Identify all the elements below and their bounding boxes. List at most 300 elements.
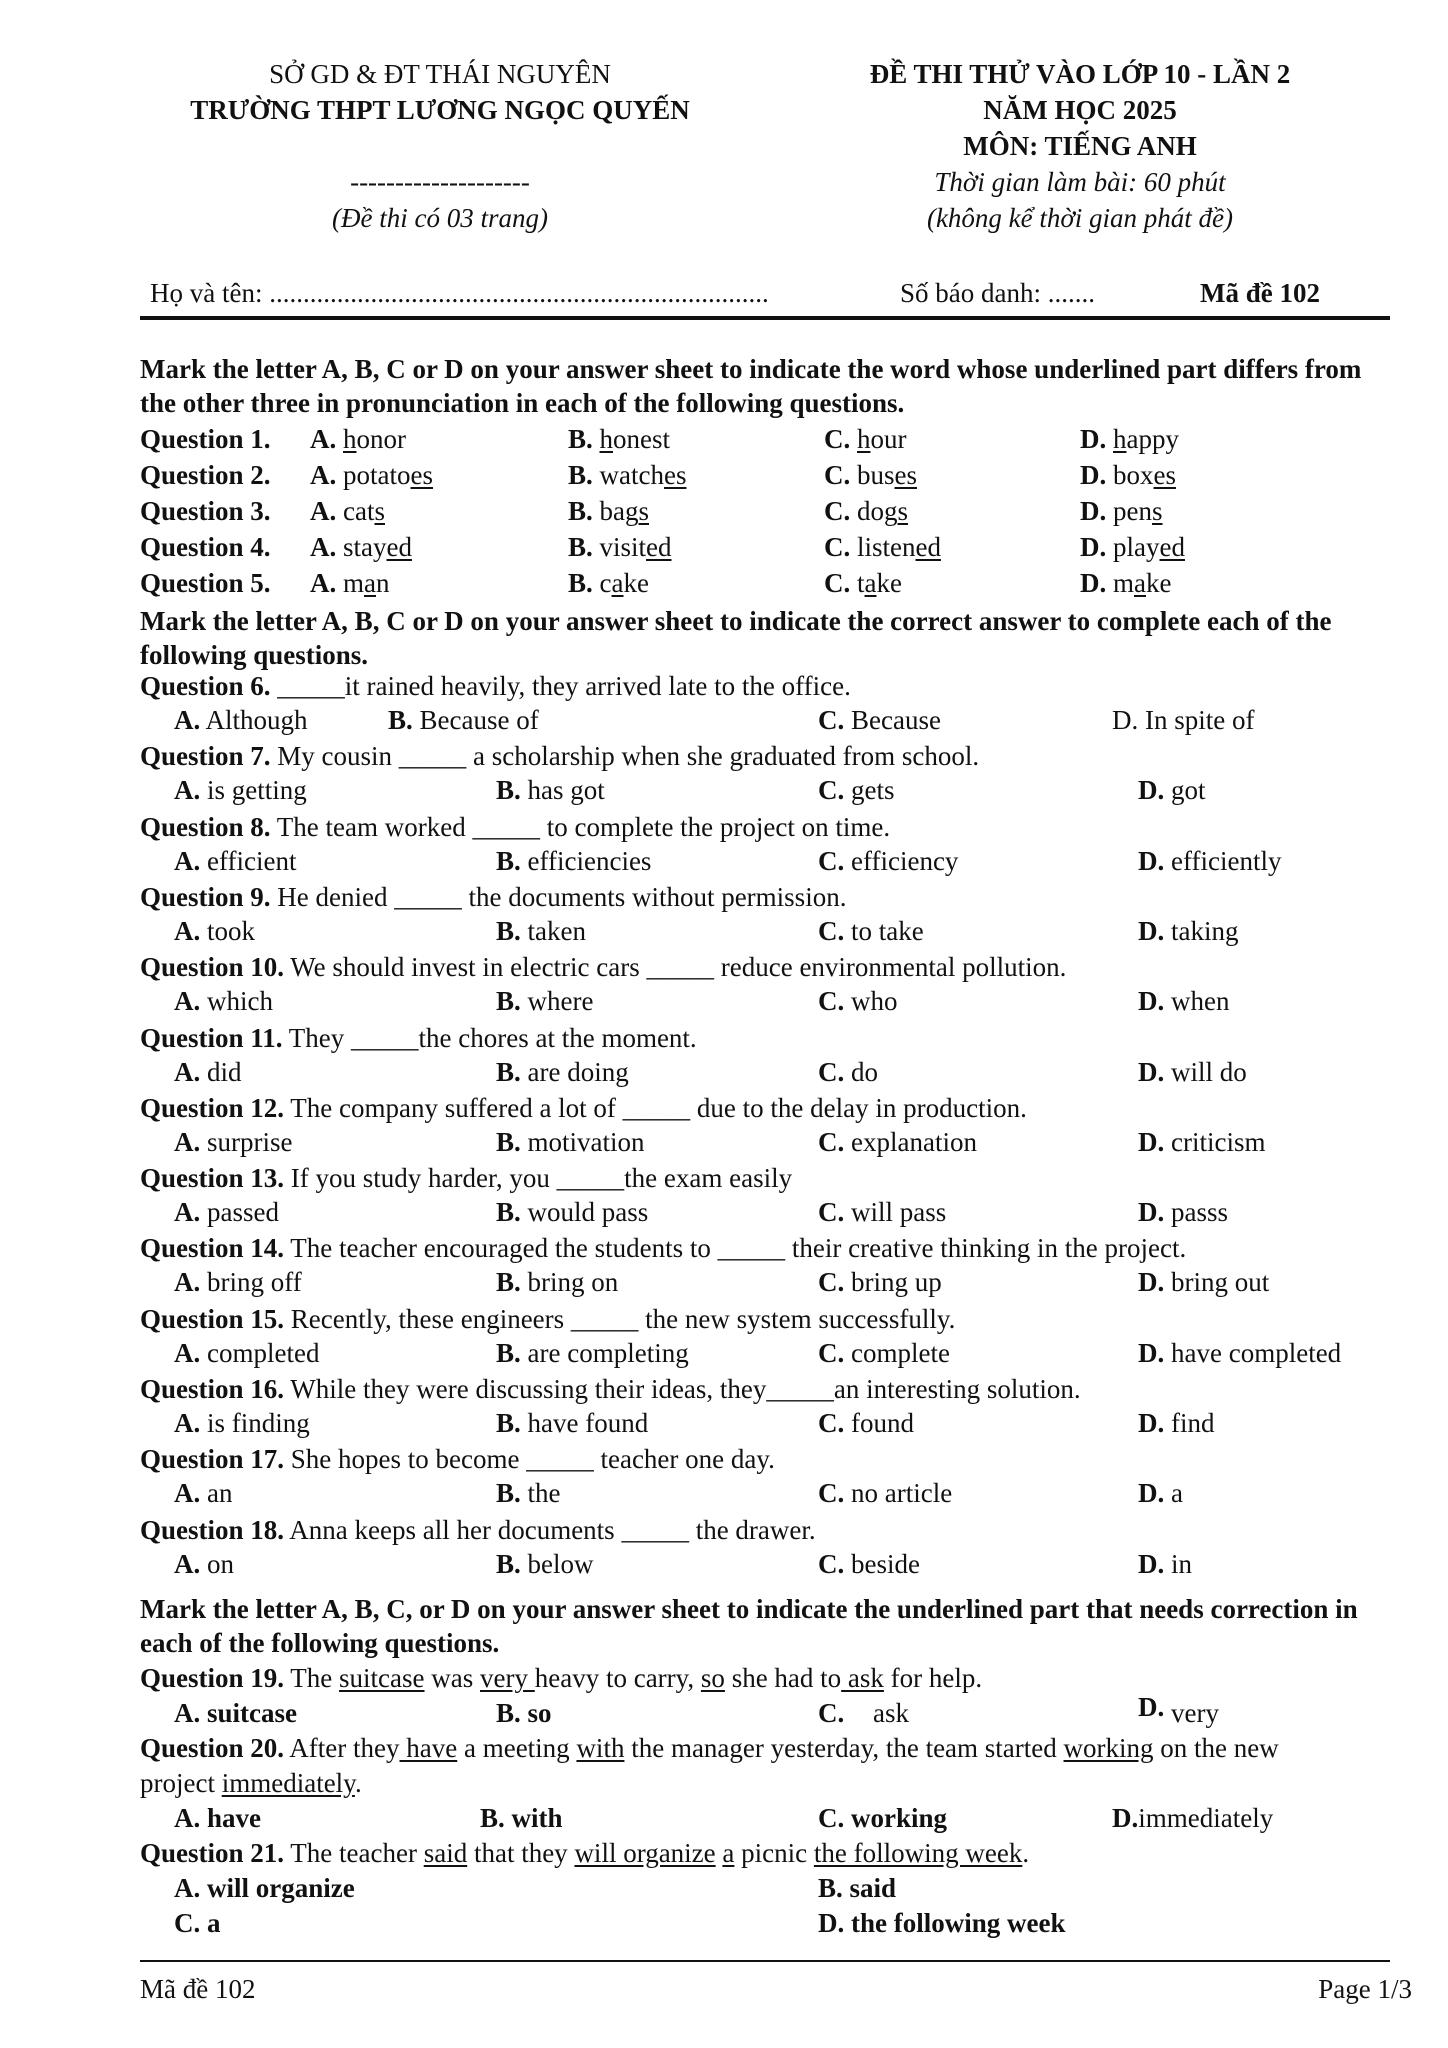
option-text: are doing [520,1056,629,1087]
option-text: bring out [1164,1267,1270,1298]
option-letter: D. [1080,496,1113,526]
option-letter: B. [496,986,521,1017]
option-letter: D. [1138,1692,1171,1722]
footer-page-number: Page 1/3 [1318,1974,1412,2004]
underlined-part: h [1113,424,1127,454]
header-left [180,56,700,236]
question-10 [140,950,1066,984]
option-a[interactable] [310,458,433,492]
option-text: c [599,568,612,598]
underlined-part: a [864,568,877,598]
option-letter: A. [174,1126,201,1157]
option-b[interactable] [496,1476,561,1510]
option-text: immediately [1138,1803,1274,1833]
option-text: passed [200,1197,279,1228]
question-stem: While they were discussing their ideas, they_____an interesting solution. [284,1374,1081,1404]
option-text: t [857,568,865,598]
question-number: Question 14. [140,1233,285,1264]
option-d[interactable] [1138,773,1206,807]
option-text: completed [200,1337,320,1368]
option-letter: D. [1138,915,1165,946]
option-d[interactable] [1112,1801,1273,1835]
question-11 [140,1021,697,1055]
option-text: n [376,568,390,598]
option-letter: B. [568,424,600,454]
option-b[interactable] [496,1336,689,1370]
option-text: bring up [844,1267,942,1298]
option-letter: B. [568,532,600,562]
option-a[interactable] [174,1055,242,1089]
option-text: efficiently [1164,845,1282,876]
option-c[interactable] [818,1125,977,1159]
option-text: our [870,424,907,454]
option-b[interactable] [388,703,539,737]
option-letter: D. [1138,1056,1165,1087]
option-text: onest [613,424,671,454]
option-text: explanation [844,1126,977,1157]
option-text: C. a [174,1908,221,1938]
option-letter: C. [818,845,845,876]
option-text: bring off [200,1267,302,1298]
option-d[interactable] [1138,914,1239,948]
text: the manager yesterday, the team started [624,1733,1064,1763]
option-text: have found [520,1408,649,1438]
option-c[interactable] [818,1055,878,1089]
option-letter: A. [174,705,201,735]
option-d[interactable] [1138,984,1229,1018]
option-letter: D. [1080,532,1113,562]
question-stem: They _____the chores at the moment. [282,1022,697,1053]
option-b[interactable] [496,1055,629,1089]
option-c[interactable] [818,1336,950,1370]
option-letter: C. [824,424,857,454]
question-number: Question 5. [140,568,271,598]
option-text: B. with [480,1803,563,1833]
option-text: has got [520,775,605,806]
underlined-part: h [343,424,357,454]
question-stem: The teacher encouraged the students to _____ their creative thinking in the project. [284,1233,1187,1264]
option-c[interactable] [824,422,907,456]
option-text: ke [623,568,649,598]
text: picnic [734,1838,814,1868]
question-13 [140,1161,792,1195]
option-text: which [200,986,273,1017]
question-number: Question 7. [140,741,271,772]
option-text: motivation [520,1126,645,1157]
option-text: the [520,1478,561,1509]
option-c[interactable] [824,458,917,492]
option-a[interactable] [174,1406,310,1440]
question-7 [140,739,979,773]
option-a[interactable] [310,422,406,456]
option-d[interactable] [1138,1547,1192,1581]
option-text: will pass [844,1197,947,1228]
option-text: B. said [818,1873,897,1903]
option-b[interactable] [496,1696,552,1730]
option-b[interactable] [568,458,686,492]
question-17 [140,1442,775,1476]
option-letter: D. [1138,845,1165,876]
option-a[interactable] [174,1696,297,1730]
option-text: took [200,915,256,946]
option-letter: A. [310,424,343,454]
underlined-part: s [374,496,385,526]
question-number: Question 19. [140,1663,285,1693]
option-b[interactable] [568,530,672,564]
text: a meeting [457,1733,577,1763]
option-d[interactable] [1112,703,1254,737]
option-a[interactable] [174,914,255,948]
option-b[interactable] [496,844,651,878]
page-count-note: (Đề thi có 03 trang) [332,203,548,233]
option-text: beside [844,1548,920,1579]
option-d[interactable] [1080,494,1163,528]
option-b[interactable] [480,1801,563,1835]
option-text: got [1164,775,1206,806]
option-letter: C. [818,1408,845,1438]
underlined-part: es [894,460,918,490]
footer-exam-code: Mã đề 102 [140,1974,256,2004]
option-c[interactable] [818,1265,942,1299]
option-d[interactable] [1080,530,1185,564]
option-b[interactable] [496,984,593,1018]
option-text: efficiency [844,845,959,876]
option-text: In spite of [1138,705,1255,735]
option-d[interactable] [1138,1406,1215,1440]
underlined-part: very [480,1663,535,1693]
option-letter: C. [818,1197,845,1228]
option-letter: D. [1080,424,1113,454]
question-number: Question 17. [140,1444,285,1475]
option-d[interactable] [1138,1055,1247,1089]
text: . [354,1768,362,1798]
option-letter: B. [496,1267,521,1298]
option-b[interactable] [568,494,649,528]
option-c[interactable] [818,1406,914,1440]
question-number: Question 12. [140,1092,285,1123]
option-letter: C. [818,775,845,806]
option-letter: A. [174,1197,201,1228]
option-b[interactable] [496,1547,594,1581]
option-letter: A. [174,775,201,806]
option-d[interactable] [818,1906,1065,1940]
option-text: efficient [200,845,297,876]
underlined-part: a [364,568,376,598]
question-number: Question 9. [140,881,271,912]
option-letter: C. [818,1267,845,1298]
option-letter: D. [1138,1126,1165,1157]
option-c[interactable] [824,566,902,600]
option-text: pen [1113,496,1152,526]
option-text: no article [844,1478,953,1509]
option-b[interactable] [496,1125,645,1159]
option-c[interactable] [174,1906,221,1940]
underlined-part: said [423,1838,468,1868]
option-text: passs [1164,1197,1229,1228]
option-text: stay [343,532,387,562]
option-a[interactable] [174,1476,232,1510]
option-text: listen [857,532,916,562]
option-a[interactable] [174,773,307,807]
option-text: below [520,1548,594,1579]
option-text: gets [844,775,895,806]
underlined-part: h [599,424,614,454]
option-a[interactable] [174,1265,302,1299]
underlined-part: a [1134,568,1146,598]
option-letter: B. [568,460,600,490]
option-b[interactable] [496,773,605,807]
text: on the new [1153,1733,1279,1763]
underlined-part: so [700,1663,725,1693]
option-letter: A. [174,986,201,1017]
underlined-part: ed [646,532,672,562]
option-letter: C. [818,1126,845,1157]
option-text: Because of [412,705,539,735]
option-b[interactable] [496,1265,618,1299]
option-c[interactable] [824,494,908,528]
question-stem: We should invest in electric cars _____ reduce environmental pollution. [284,952,1067,983]
option-text: bag [599,496,639,526]
underlined-part: suitcase [339,1663,425,1693]
subject: MÔN: TIẾNG ANH [963,131,1197,161]
option-c[interactable] [818,1195,946,1229]
option-letter: B. [496,1337,521,1368]
option-letter: D. [1112,1803,1139,1833]
option-b[interactable] [496,1195,648,1229]
underlined-part: a [722,1838,735,1868]
option-text: bus [857,460,895,490]
option-d[interactable] [1138,844,1281,878]
option-letter: A. [310,532,343,562]
option-c[interactable] [818,1801,947,1835]
underlined-part: s [638,496,650,526]
option-letter: C. [818,986,845,1017]
underlined-part: es [663,460,687,490]
option-text: ask [873,1698,909,1728]
option-text: Because [844,705,941,735]
option-letter: A. [174,1408,201,1438]
option-text: complete [844,1337,950,1368]
option-letter: A. [174,1056,201,1087]
time-allowed: Thời gian làm bài: 60 phút [934,167,1226,197]
option-b[interactable] [568,566,649,600]
option-text: is finding [200,1408,310,1438]
school-name: TRƯỜNG THPT LƯƠNG NGỌC QUYẾN [190,95,690,125]
option-text: m [1113,568,1135,598]
option-text: very [1171,1698,1219,1728]
option-letter: A. [174,845,201,876]
option-letter: A. [174,1478,201,1509]
option-a[interactable] [174,1547,234,1581]
option-b[interactable] [818,1871,896,1905]
option-letter: D. [1138,1337,1165,1368]
option-a[interactable] [174,1336,319,1370]
option-text: taking [1164,915,1239,946]
option-letter: A. [310,460,343,490]
option-d[interactable] [1138,1195,1228,1229]
option-letter: D. [1138,1478,1165,1509]
option-letter: C. [818,1337,845,1368]
option-d[interactable] [1080,458,1176,492]
option-a[interactable] [310,530,412,564]
question-stem: The company suffered a lot of _____ due to the delay in production. [284,1092,1027,1123]
option-letter: A. [174,1548,201,1579]
text: was [424,1663,481,1693]
option-letter: B. [568,496,600,526]
underlined-part: with [576,1733,625,1763]
candidate-name-field[interactable]: Họ và tên: .......................................................................... [150,278,769,308]
question-stem: The team worked _____ to complete the project on time. [270,811,891,842]
option-letter: D. [1138,986,1165,1017]
underlined-part: have [399,1733,458,1763]
option-letter: B. [388,705,413,735]
option-letter: A. [310,496,343,526]
option-letter: B. [496,1548,521,1579]
option-a[interactable] [310,494,385,528]
option-text: cat [343,496,375,526]
option-a[interactable] [174,1195,279,1229]
question-16 [140,1372,1081,1406]
option-c[interactable] [818,1696,909,1730]
option-text: B. so [496,1698,552,1728]
option-text: ke [876,568,902,598]
underlined-part: working [1063,1733,1154,1763]
question-number: Question 13. [140,1163,285,1194]
question-number: Question 16. [140,1374,285,1404]
option-d[interactable] [1138,1265,1269,1299]
question-stem: My cousin _____ a scholarship when she graduated from school. [270,741,980,772]
option-letter: A. [310,568,343,598]
question-stem: He denied _____ the documents without permission. [270,881,847,912]
option-text: Although [200,705,308,735]
option-c[interactable] [818,914,924,948]
option-letter: B. [496,1197,521,1228]
question-6 [140,669,851,703]
option-b[interactable] [496,1406,648,1440]
option-letter: D. [1138,1548,1165,1579]
option-text: have completed [1164,1337,1342,1368]
option-text: are completing [520,1337,689,1368]
option-d[interactable] [1080,422,1179,456]
option-letter: B. [496,1408,521,1438]
question-number: Question 6. [140,671,271,701]
option-text: bring on [520,1267,619,1298]
option-a[interactable] [174,1871,355,1905]
option-letter: C. [824,460,857,490]
question-stem: If you study harder, you _____the exam easily [284,1163,793,1194]
option-c[interactable] [818,1476,952,1510]
question-stem: Anna keeps all her documents _____ the drawer. [284,1514,816,1545]
text: that they [467,1838,575,1868]
option-c[interactable] [818,703,941,737]
underlined-part: the following week [813,1838,1023,1868]
separator: -------------------- [350,167,530,197]
question-20 [140,1731,1279,1765]
question-number: Question 18. [140,1514,285,1545]
option-text: potato [343,460,411,490]
option-text: surprise [200,1126,293,1157]
text: for help. [883,1663,983,1693]
option-text: dog [857,496,898,526]
option-letter: C. [818,705,845,735]
option-letter: C. [824,496,857,526]
question-number: Question 21. [140,1838,285,1868]
underlined-part: a [611,568,624,598]
option-letter: B. [496,1056,521,1087]
instruction-pronunciation: Mark the letter A, B, C or D on your answer sheet to indicate the word whose underlined part differs from the other three in pronunciation in each of the following questions. [140,354,1362,418]
option-text: criticism [1164,1126,1266,1157]
option-letter: D. [1112,705,1139,735]
option-d[interactable] [1138,1476,1183,1510]
option-c[interactable] [824,530,941,564]
option-text: who [844,986,898,1017]
exam-code: Mã đề 102 [1200,278,1320,308]
option-b[interactable] [496,914,586,948]
option-a[interactable] [174,703,308,737]
option-c[interactable] [818,773,895,807]
option-c[interactable] [818,1547,920,1581]
question-21 [140,1836,1029,1870]
question-20-line2 [140,1766,362,1800]
option-a[interactable] [174,1125,292,1159]
option-d[interactable] [1138,1336,1341,1370]
option-a[interactable] [174,844,296,878]
underlined-part: ed [915,532,941,562]
option-text: ke [1146,568,1172,598]
exam-title: ĐỀ THI THỬ VÀO LỚP 10 - LẦN 2 [869,59,1291,89]
option-a[interactable] [310,566,390,600]
option-text: m [343,568,365,598]
option-text: watch [599,460,664,490]
footer-divider [140,1960,1390,1962]
option-a[interactable] [174,1801,261,1835]
question-stem: _____it rained heavily, they arrived late to the office. [270,671,851,701]
option-letter: C. [824,532,857,562]
underlined-part: will organize [574,1838,716,1868]
candidate-id-row [140,272,1390,320]
option-letter: D. [1138,1197,1165,1228]
option-b[interactable] [568,422,670,456]
option-letter: C. [818,1478,845,1509]
option-d[interactable] [1138,1125,1265,1159]
option-letter: A. [174,915,201,946]
option-d[interactable] [1138,1690,1219,1728]
option-text: on [200,1548,234,1579]
question-9 [140,880,846,914]
option-c[interactable] [818,984,898,1018]
option-d[interactable] [1080,566,1171,600]
option-c[interactable] [818,844,958,878]
option-text: C. working [818,1803,948,1833]
candidate-number-field[interactable]: Số báo danh: ....... [900,278,1095,308]
option-text: efficiencies [520,845,652,876]
text: After they [284,1733,400,1763]
option-text: taken [520,915,586,946]
option-text: do [844,1056,878,1087]
option-text: box [1113,460,1154,490]
option-a[interactable] [174,984,273,1018]
underlined-part: ask [841,1663,884,1693]
option-text: found [844,1408,914,1438]
question-15 [140,1302,955,1336]
option-letter: D. [1138,775,1165,806]
option-text: in [1164,1548,1193,1579]
option-letter: B. [496,775,521,806]
question-number: Question 2. [140,460,271,490]
option-letter: C. [818,1056,845,1087]
question-number: Question 1. [140,424,271,454]
option-text: is getting [200,775,307,806]
